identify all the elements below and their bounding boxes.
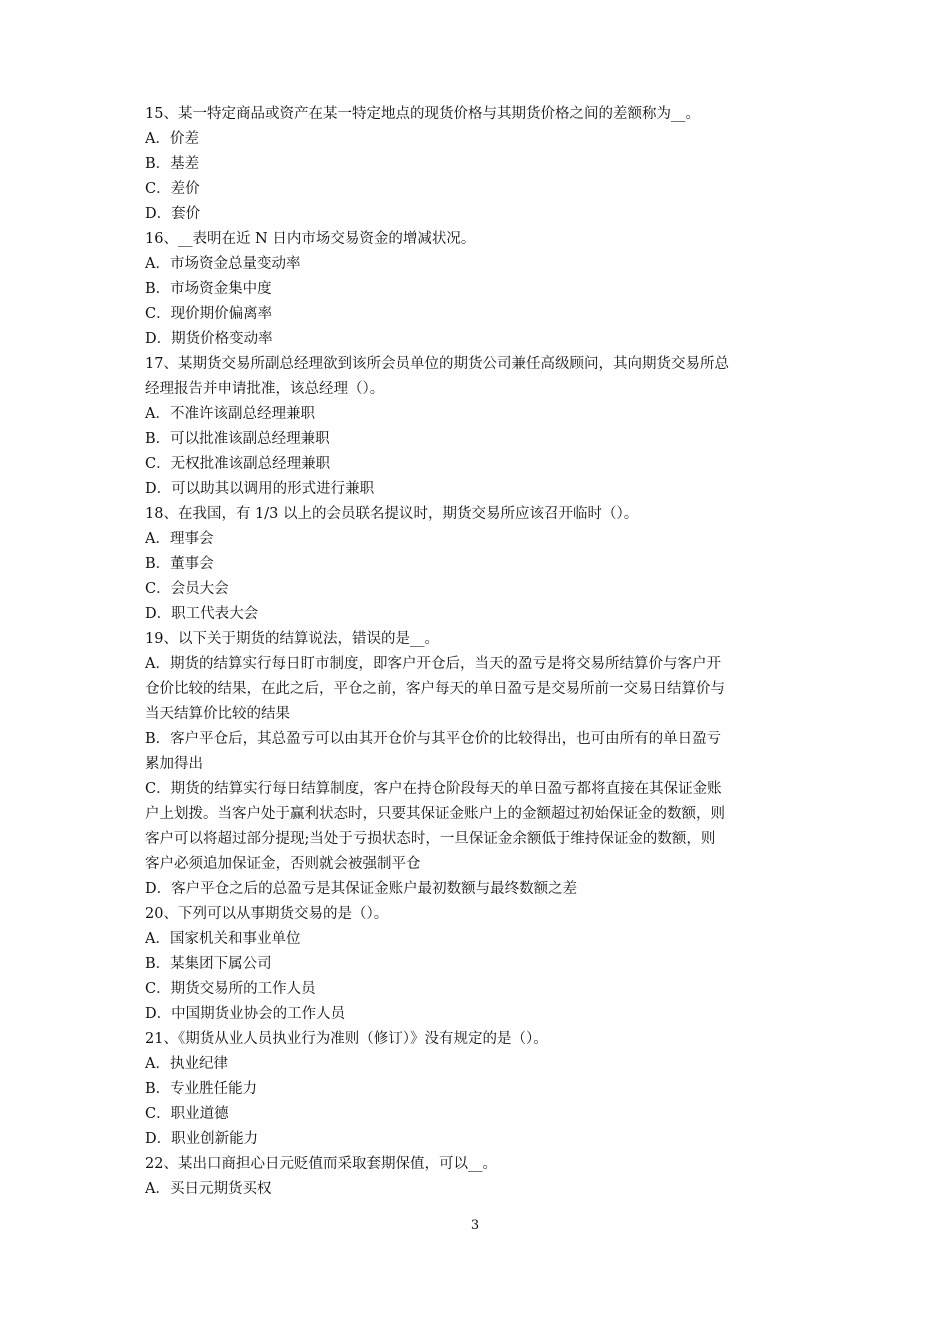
text-line: 20、下列可以从事期货交易的是（）。 (145, 906, 389, 922)
text-line: D．中国期货业协会的工作人员 (145, 1006, 346, 1022)
text-line: 18、在我国，有 1/3 以上的会员联名提议时，期货交易所应该召开临时（）。 (145, 506, 639, 522)
text-line: 17、某期货交易所副总经理欲到该所会员单位的期货公司兼任高级顾问，其向期货交易所总 (145, 356, 729, 372)
text-line: D．职工代表大会 (145, 606, 259, 622)
question-text-block (145, 102, 815, 1202)
text-line: D．套价 (145, 206, 201, 222)
text-line: D．可以助其以调用的形式进行兼职 (145, 481, 375, 497)
text-line: B．董事会 (145, 556, 214, 572)
text-line: A．国家机关和事业单位 (145, 931, 301, 947)
text-line: B．某集团下属公司 (145, 956, 272, 972)
text-line: D．客户平仓之后的总盈亏是其保证金账户最初数额与最终数额之差 (145, 881, 578, 897)
text-line: C．无权批准该副总经理兼职 (145, 456, 331, 472)
text-line: C．差价 (145, 181, 200, 197)
text-line: A．执业纪律 (145, 1056, 228, 1072)
text-line: B．可以批准该副总经理兼职 (145, 431, 330, 447)
text-line: 客户可以将超过部分提现;当处于亏损状态时，一旦保证金余额低于维持保证金的数额，则 (145, 831, 716, 847)
text-line: 户上划拨。当客户处于赢利状态时，只要其保证金账户上的金额超过初始保证金的数额，则 (145, 806, 725, 822)
text-line: A．期货的结算实行每日盯市制度，即客户开仓后，当天的盈亏是将交易所结算价与客户开 (145, 656, 721, 672)
text-line: 19、以下关于期货的结算说法，错误的是__。 (145, 631, 439, 647)
text-line: 21、《期货从业人员执业行为准则（修订）》没有规定的是（）。 (145, 1031, 548, 1047)
text-line: C．期货交易所的工作人员 (145, 981, 316, 997)
text-line: B．市场资金集中度 (145, 281, 272, 297)
text-line: A．不准许该副总经理兼职 (145, 406, 315, 422)
text-line: D．期货价格变动率 (145, 331, 273, 347)
text-line: 当天结算价比较的结果 (145, 706, 290, 722)
text-line: A．理事会 (145, 531, 214, 547)
text-line: B．基差 (145, 156, 200, 172)
text-line: 经理报告并申请批准，该总经理（）。 (145, 381, 385, 397)
text-line: C．职业道德 (145, 1106, 229, 1122)
page-number: 3 (470, 1218, 480, 1233)
text-line: 15、某一特定商品或资产在某一特定地点的现货价格与其期货价格之间的差额称为__。 (145, 106, 700, 122)
text-line: 22、某出口商担心日元贬值而采取套期保值，可以__。 (145, 1156, 497, 1172)
text-line: C．会员大会 (145, 581, 229, 597)
text-line: B．专业胜任能力 (145, 1081, 258, 1097)
text-line: 仓价比较的结果，在此之后，平仓之前，客户每天的单日盈亏是交易所前一交易日结算价与 (145, 681, 725, 697)
text-line: A．价差 (145, 131, 199, 147)
text-line: D．职业创新能力 (145, 1131, 259, 1147)
text-line: 16、__表明在近 N 日内市场交易资金的增减状况。 (145, 231, 476, 247)
text-line: A．市场资金总量变动率 (145, 256, 301, 272)
text-line: C．现价期价偏离率 (145, 306, 273, 322)
text-line: B．客户平仓后，其总盈亏可以由其开仓价与其平仓价的比较得出，也可由所有的单日盈亏 (145, 731, 722, 747)
text-line: A．买日元期货买权 (145, 1181, 272, 1197)
text-line: 累加得出 (145, 756, 203, 772)
text-line: C．期货的结算实行每日结算制度，客户在持仓阶段每天的单日盈亏都将直接在其保证金账 (145, 781, 722, 797)
text-line: 客户必须追加保证金，否则就会被强制平仓 (145, 856, 421, 872)
